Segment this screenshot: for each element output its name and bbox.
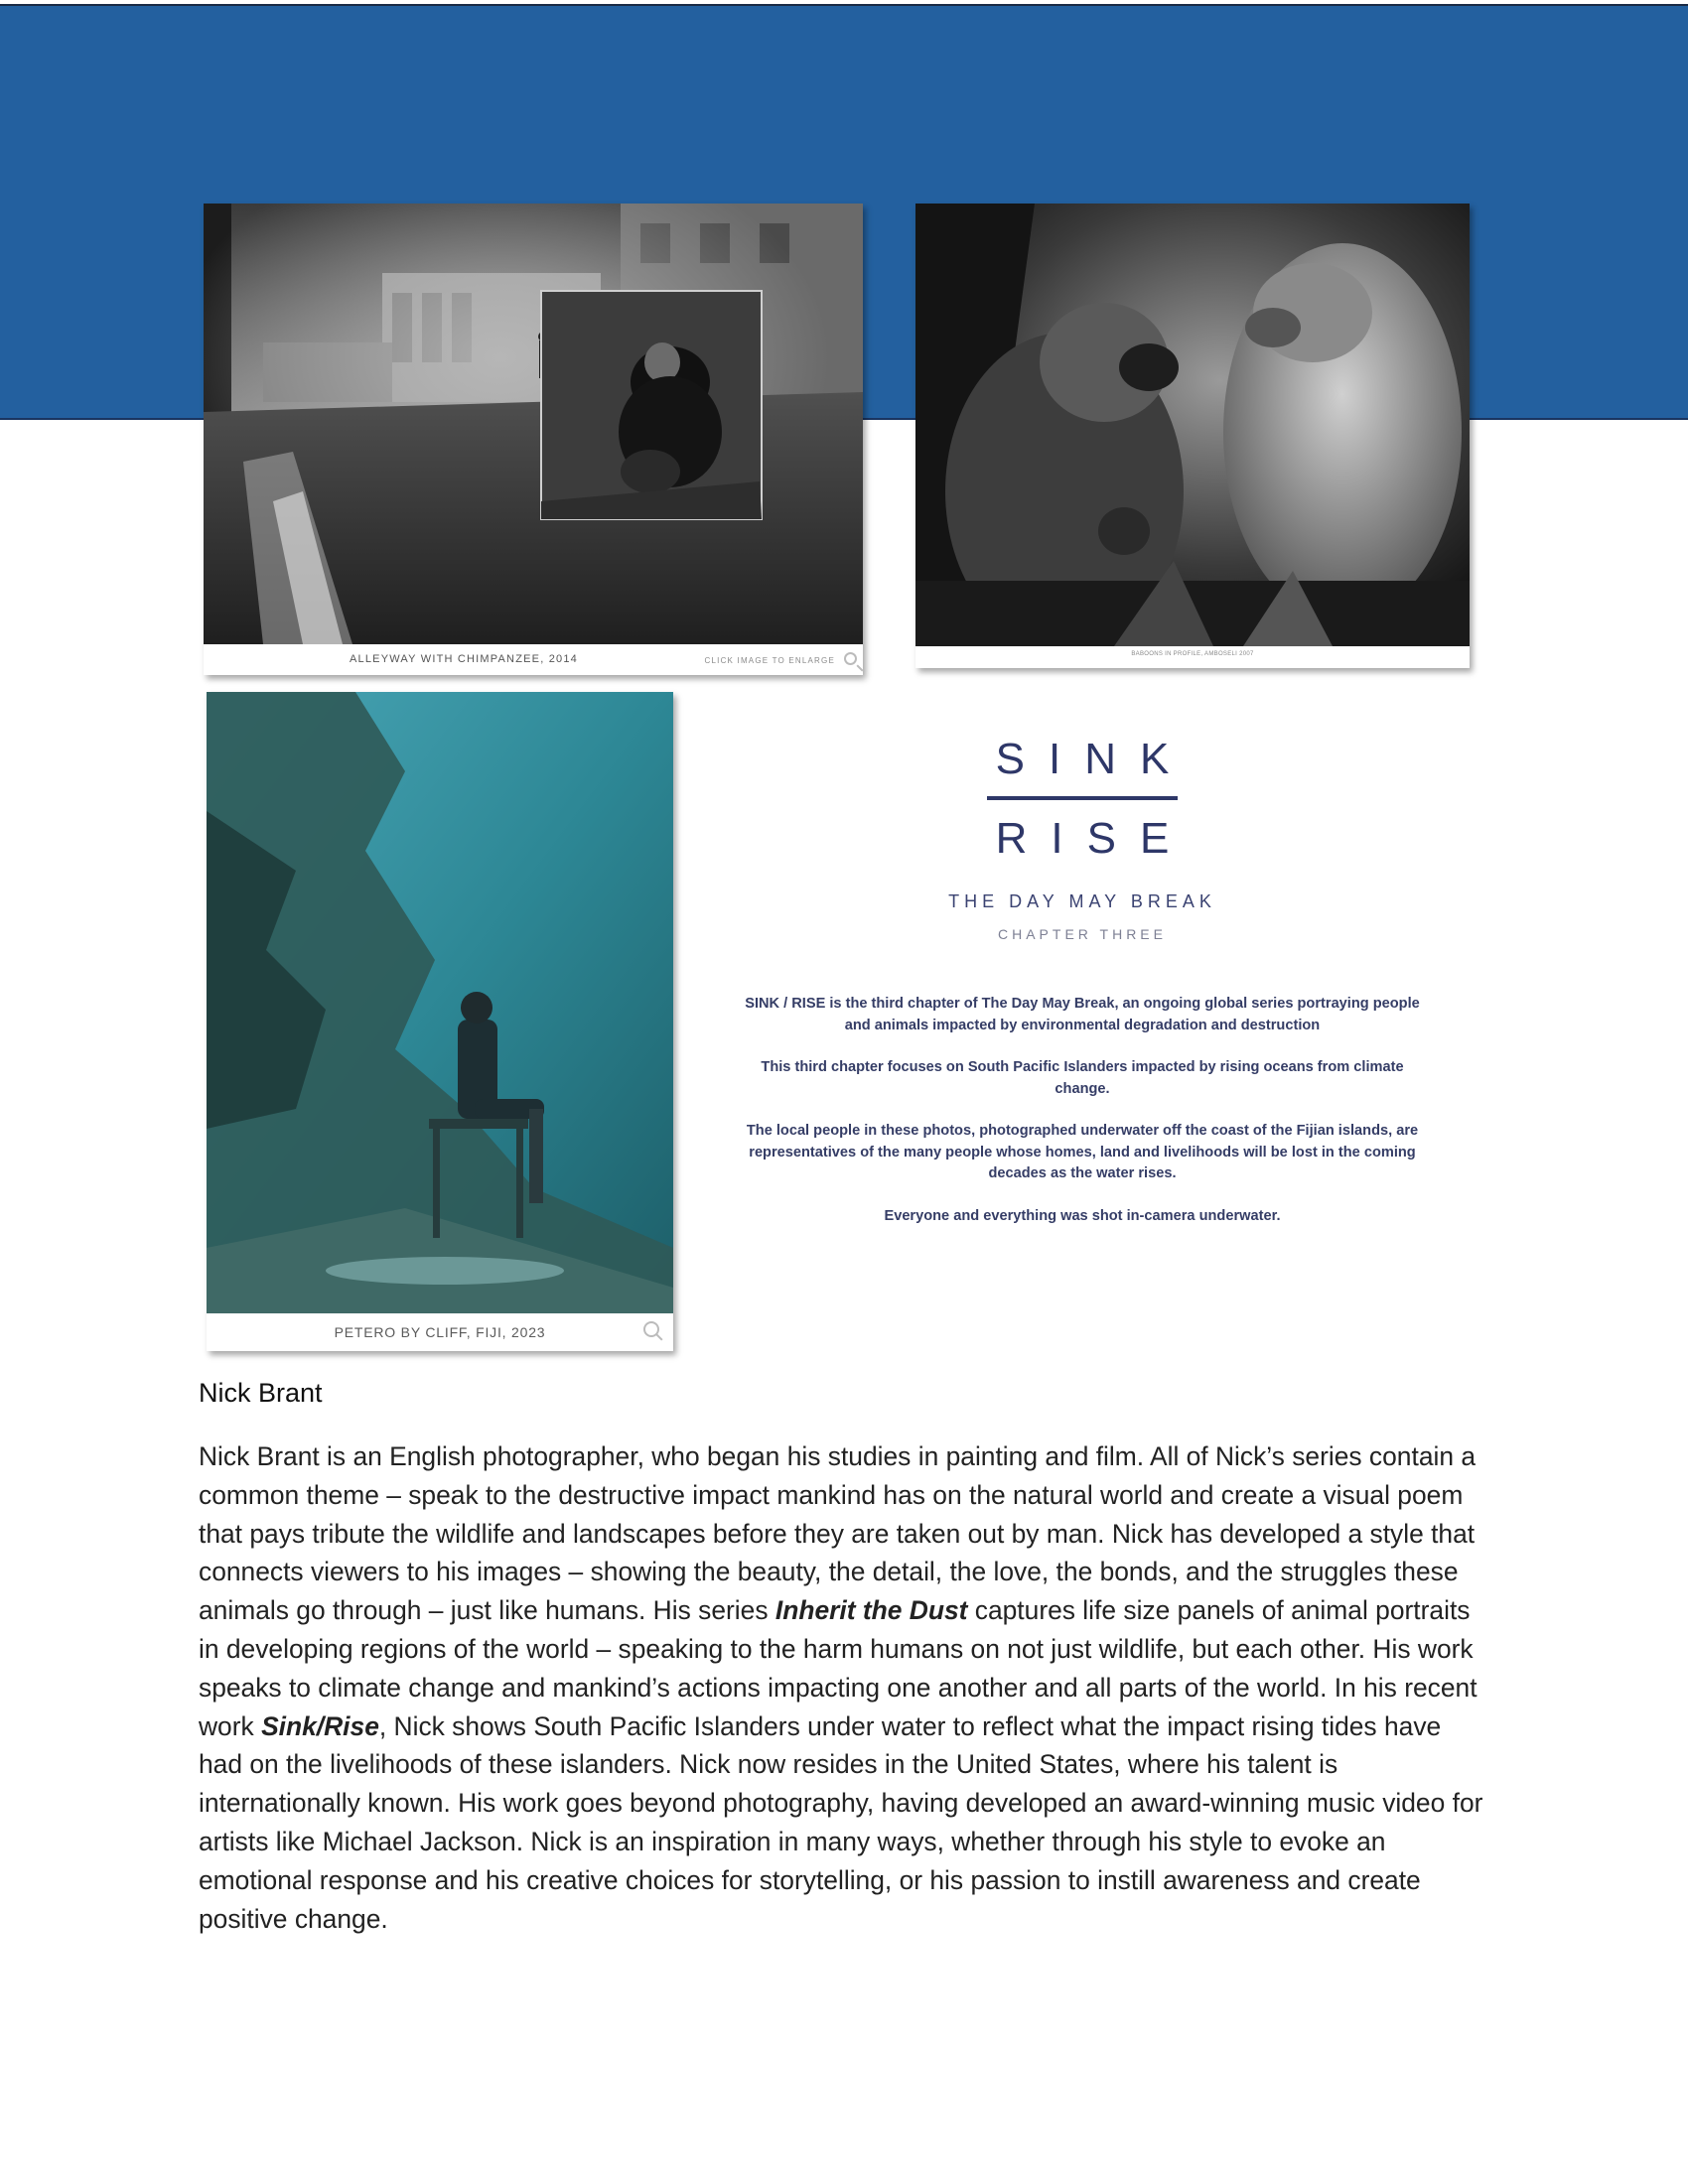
- photo-card-baboons[interactable]: [915, 204, 1470, 668]
- sink-rise-divider: [987, 796, 1178, 800]
- bio-text-part2: captures life size panels of animal portraits in developing regions of the world – speaking to the harm humans on not just wildlife, but each other. His work speaks to climate change and mankind’s actions impacting one another and all parts of the world. In his recent work: [199, 1595, 1477, 1741]
- bio-title: Nick Brant: [199, 1378, 323, 1408]
- click-to-enlarge-label[interactable]: CLICK IMAGE TO ENLARGE: [704, 656, 835, 665]
- petero-underwater-photo[interactable]: [207, 692, 673, 1313]
- bio-series-title-sink-rise: Sink/Rise: [261, 1710, 379, 1741]
- bio-text-part3: , Nick shows South Pacific Islanders under water to reflect what the impact rising tides have had on the livelihoods of these islanders. Nick now resides in the United States, where his talent is internationally known. His work goes beyond photography, having developed an award-winning music video for artists like Michael Jackson. Nick is an inspiration in many ways, whether through his style to evoke an emotional response and his creative choices for storytelling, or his passion to instill awareness and create positive change.: [199, 1710, 1483, 1934]
- photo-card-alleyway[interactable]: [204, 204, 863, 675]
- magnifier-icon[interactable]: [844, 652, 857, 665]
- day-may-break-subtitle: THE DAY MAY BREAK: [948, 891, 1216, 911]
- baboons-caption: BABOONS IN PROFILE, AMBOSELI 2007: [1131, 651, 1254, 657]
- bio-text-part1: Nick Brant is an English photographer, who began his studies in painting and film. All of Nick’s series contain a common theme – speak to the destructive impact mankind has on the natural world and create a visual poem that pays tribute the wildlife and landscapes before they are taken out by man. Nick has developed a style that connects viewers to his images – showing the beauty, the detail, the love, the bonds, and the struggles these animals go through – just like humans. His series: [199, 1441, 1477, 1626]
- petero-caption: PETERO BY CLIFF, FIJI, 2023: [334, 1324, 546, 1340]
- alleyway-caption: ALLEYWAY WITH CHIMPANZEE, 2014: [350, 653, 578, 665]
- alleyway-image: [204, 204, 863, 644]
- photo-card-petero[interactable]: [207, 692, 673, 1351]
- baboons-photo[interactable]: [915, 204, 1470, 646]
- bio-paragraph: [199, 1437, 1489, 1938]
- sink-rise-paragraph: The local people in these photos, photographed underwater off the coast of the Fijian islands, are representatives of the many people whose homes, land and livelihoods will be lost in the coming decades as the water rises.: [746, 1123, 1419, 1181]
- sink-rise-paragraph: SINK / RISE is the third chapter of The Day May Break, an ongoing global series portraying people and animals impacted by environmental degradation and destruction: [745, 996, 1420, 1033]
- baboons-image: [915, 204, 1470, 646]
- alleyway-chimpanzee-photo[interactable]: [204, 204, 863, 644]
- bio-series-title-inherit-the-dust: Inherit the Dust: [774, 1595, 968, 1626]
- sink-rise-paragraph: Everyone and everything was shot in-camera underwater.: [884, 1207, 1281, 1224]
- sink-rise-block: [735, 735, 1430, 1227]
- sink-rise-paragraph: This third chapter focuses on South Pacific Islanders impacted by rising oceans from climate change.: [761, 1059, 1404, 1097]
- petero-image: [207, 692, 673, 1313]
- magnifier-icon[interactable]: [643, 1321, 659, 1337]
- sink-title: SINK: [995, 735, 1194, 783]
- chapter-label: CHAPTER THREE: [998, 926, 1167, 942]
- rise-title: RISE: [995, 814, 1194, 863]
